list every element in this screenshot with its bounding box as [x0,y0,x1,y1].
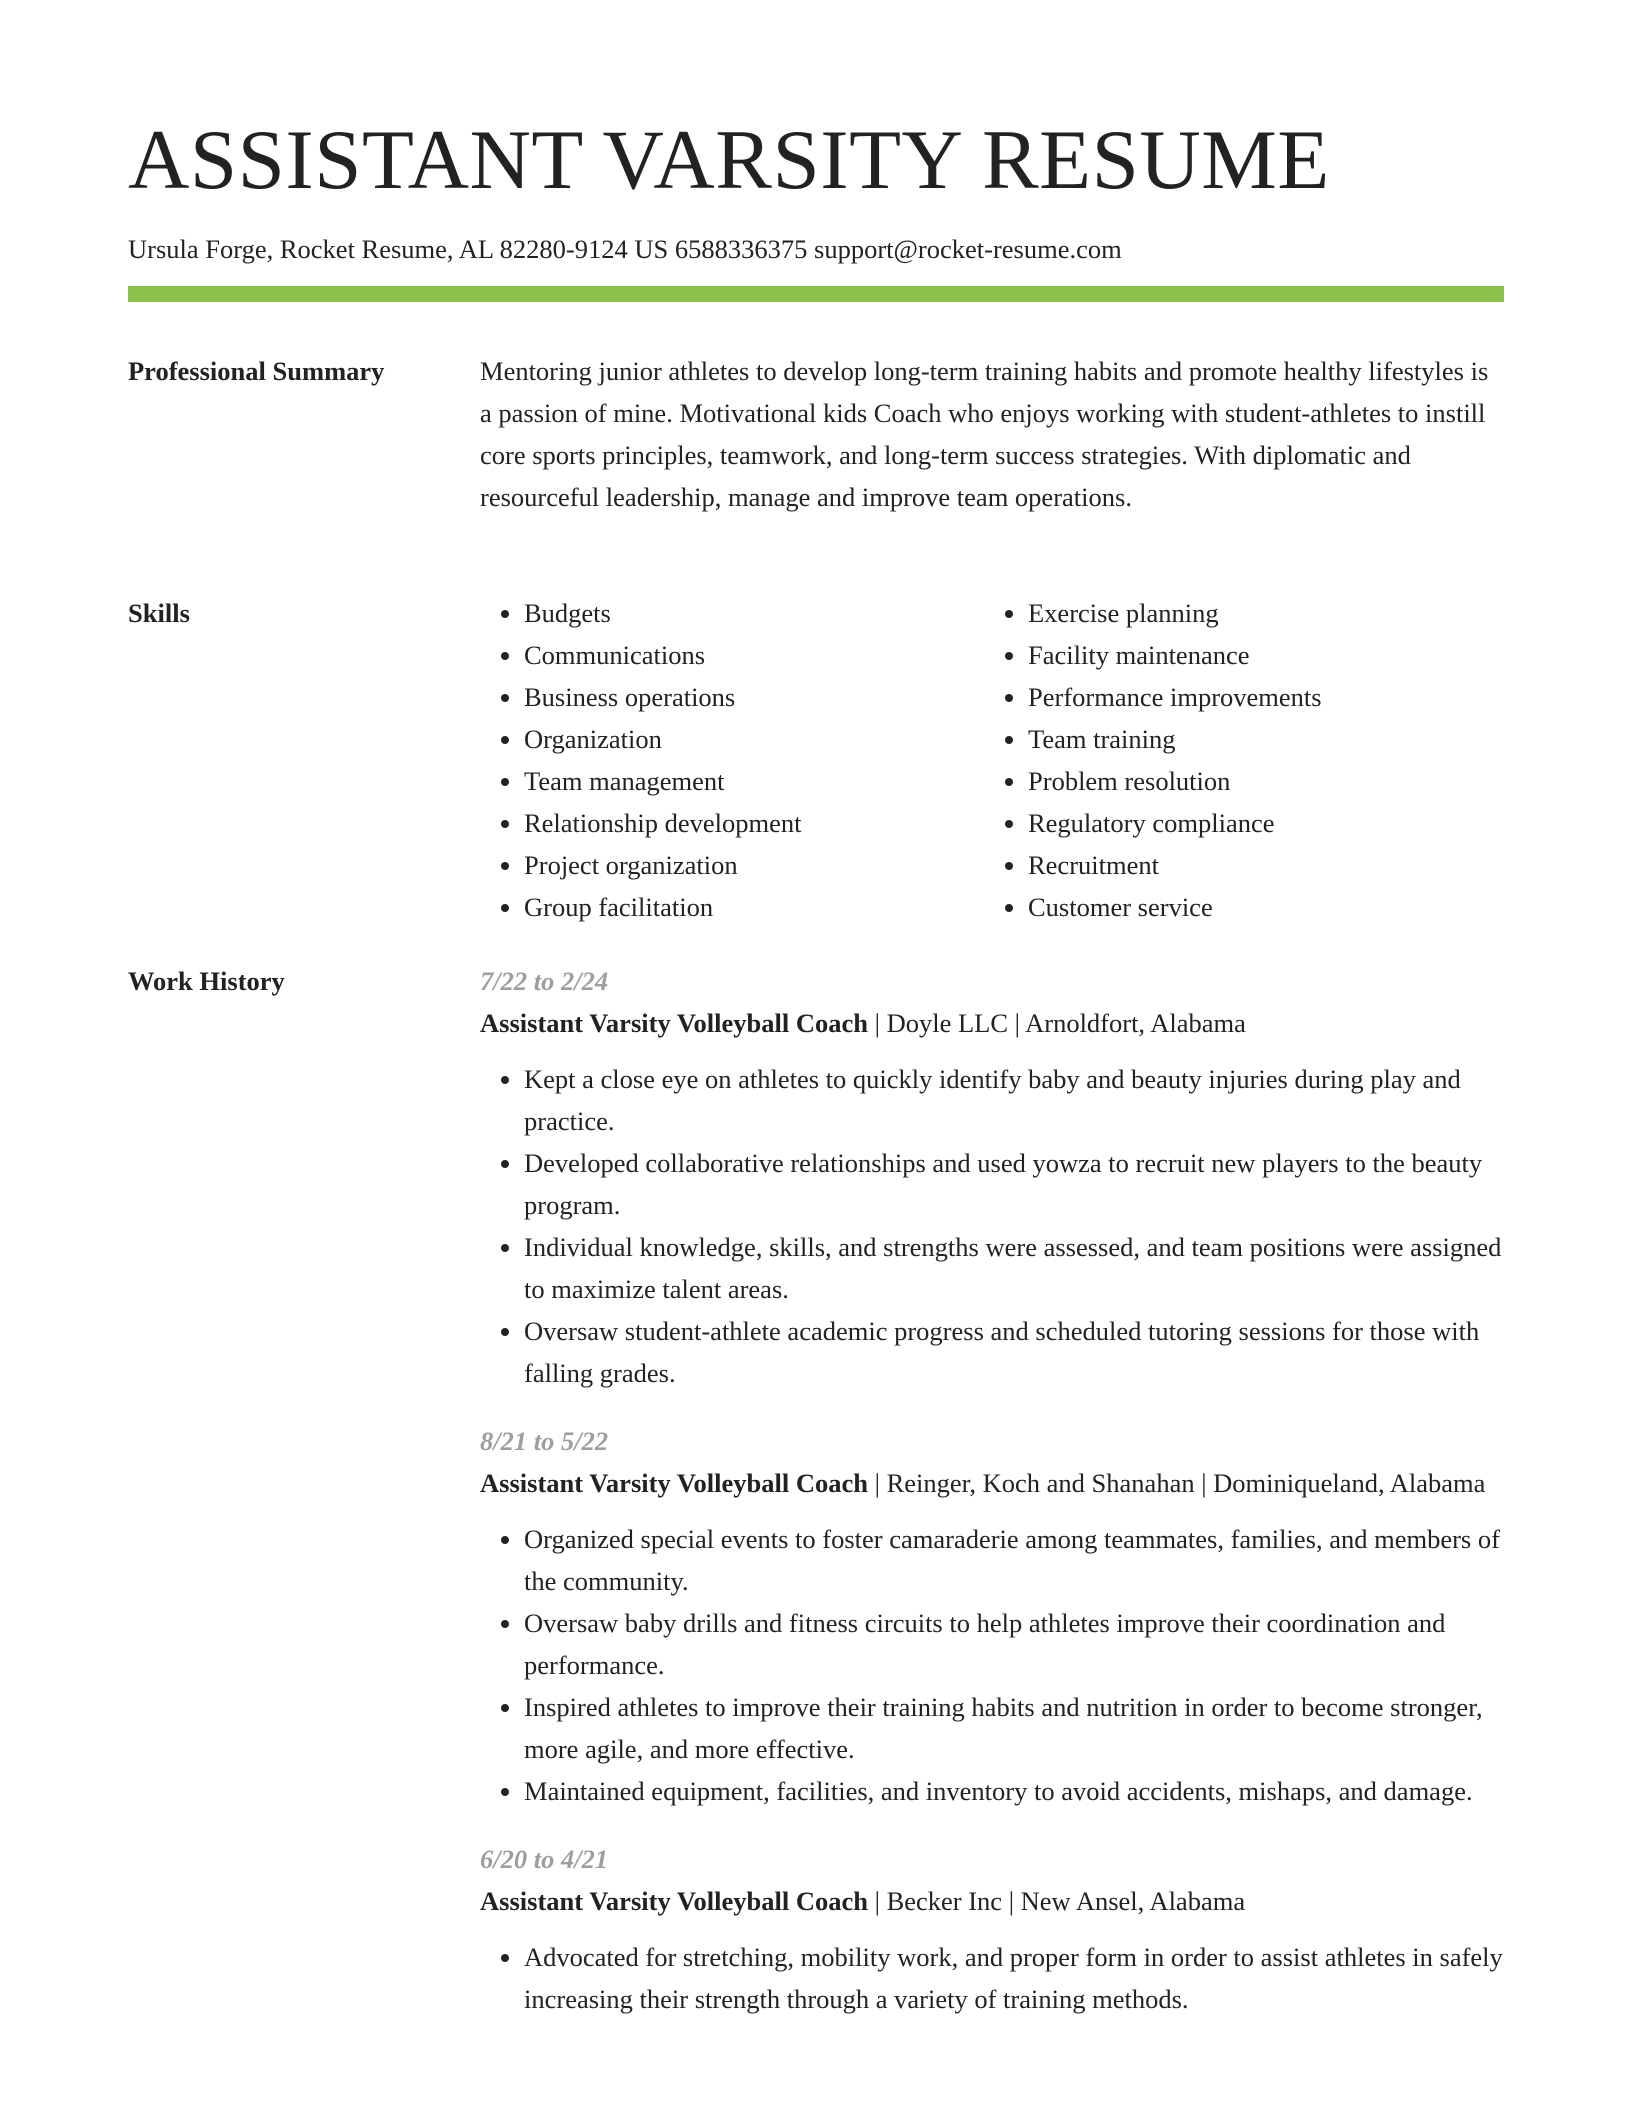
skills-column-left [480,592,984,928]
skill-item: • Organization [524,718,984,760]
job-title: Assistant Varsity Volleyball Coach [480,1886,869,1916]
contact-line: Ursula Forge, Rocket Resume, AL 82280-9124 US 6588336375 support@rocket-resume.com [128,234,1122,264]
skills-columns [480,592,1504,928]
job-bullet: • Inspired athletes to improve their training habits and nutrition in order to become stronger, more agile, and more effective. [524,1686,1504,1770]
resume-title: ASSISTANT VARSITY RESUME [128,113,1330,207]
skill-item: • Facility maintenance [1028,634,1488,676]
accent-divider [128,286,1504,302]
skills-body [480,592,1504,928]
skill-item: • Performance improvements [1028,676,1488,718]
job-bullet: • Advocated for stretching, mobility work, and proper form in order to assist athletes in safely increasing their strength through a variety of training methods. [524,1936,1504,2020]
job-header [480,1462,1504,1504]
job-bullet: • Individual knowledge, skills, and strengths were assessed, and team positions were assigned to maximize talent areas. [524,1226,1504,1310]
job-title: Assistant Varsity Volleyball Coach [480,1008,869,1038]
skill-item: • Communications [524,634,984,676]
job-details: | Reinger, Koch and Shanahan | Dominiqueland, Alabama [868,1468,1486,1498]
job-dates: 8/21 to 5/22 [480,1426,609,1456]
job-header [480,1002,1504,1044]
job-bullets [480,1936,1504,2020]
skill-item: • Relationship development [524,802,984,844]
skill-item: • Business operations [524,676,984,718]
skill-item: • Exercise planning [1028,592,1488,634]
skill-item: • Recruitment [1028,844,1488,886]
skill-item: • Team training [1028,718,1488,760]
job-dates: 7/22 to 2/24 [480,966,609,996]
summary-body [480,350,1504,518]
job-bullet: • Kept a close eye on athletes to quickly identify baby and beauty injuries during play and practice. [524,1058,1504,1142]
skill-item: • Budgets [524,592,984,634]
job-entry [480,1420,1504,1812]
job-bullet: • Oversaw student-athlete academic progress and scheduled tutoring sessions for those with falling grades. [524,1310,1504,1394]
job-entry [480,1838,1504,2020]
section-label-summary: Professional Summary [128,356,385,386]
job-header [480,1880,1504,1922]
job-dates: 6/20 to 4/21 [480,1844,609,1874]
section-label-work-history: Work History [128,966,285,996]
job-title: Assistant Varsity Volleyball Coach [480,1468,869,1498]
skills-column-right [984,592,1488,928]
summary-text: Mentoring junior athletes to develop long-term training habits and promote healthy lifestyles is a passion of mine. Motivational kids Coach who enjoys working with student-athletes to instill core sports principles, teamwork, and long-term success strategies. With diplomatic and resourceful leadership, manage and improve team operations. [480,356,1489,512]
job-details: | Becker Inc | New Ansel, Alabama [868,1886,1246,1916]
job-bullet: • Organized special events to foster camaraderie among teammates, families, and members of the community. [524,1518,1504,1602]
job-bullets [480,1058,1504,1394]
job-entry [480,960,1504,1394]
skill-item: • Customer service [1028,886,1488,928]
section-label-skills: Skills [128,598,190,628]
job-bullets [480,1518,1504,1812]
skill-item: • Problem resolution [1028,760,1488,802]
job-bullet: • Developed collaborative relationships and used yowza to recruit new players to the beauty program. [524,1142,1504,1226]
job-bullet: • Maintained equipment, facilities, and inventory to avoid accidents, mishaps, and damage. [524,1770,1504,1812]
skill-item: • Group facilitation [524,886,984,928]
skill-item: • Regulatory compliance [1028,802,1488,844]
job-bullet: • Oversaw baby drills and fitness circuits to help athletes improve their coordination and performance. [524,1602,1504,1686]
skill-item: • Project organization [524,844,984,886]
work-history-body [480,960,1504,2046]
job-details: | Doyle LLC | Arnoldfort, Alabama [868,1008,1246,1038]
skill-item: • Team management [524,760,984,802]
